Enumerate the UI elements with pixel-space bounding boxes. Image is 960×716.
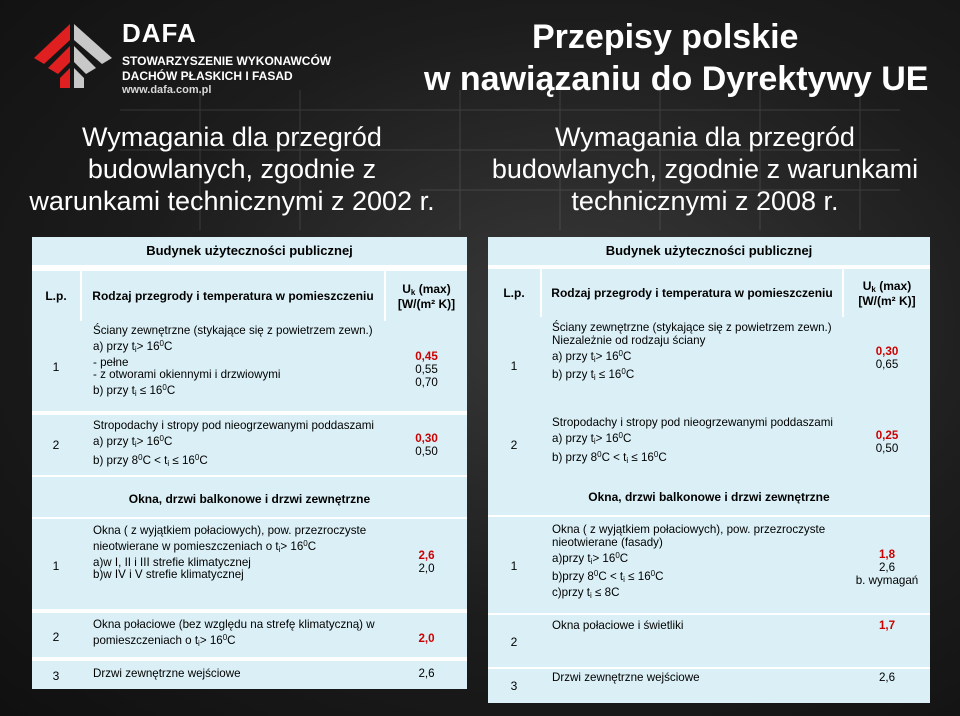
row-line: nieotwierane (fasady) (552, 535, 663, 549)
text-part: C (623, 431, 632, 445)
row-text: Drzwi zewnętrzne wejściowe (552, 671, 700, 684)
degree: 0 (222, 632, 228, 642)
text-part: C < t (142, 453, 168, 467)
logo-subtitle-line1: STOWARZYSZENIE WYKONAWCÓW (122, 54, 332, 68)
value: 0,50 (875, 441, 899, 455)
value: 0,55 (415, 362, 438, 376)
row-number: 2 (52, 438, 60, 452)
header-u-max (386, 271, 467, 321)
text-part: c)przy t (552, 586, 591, 600)
row-values (844, 549, 930, 587)
u-sub: k (410, 287, 416, 297)
header-type: Rodzaj przegrody i temperatura w pomieszczeniu (82, 271, 384, 321)
row-value: 1,7 (878, 619, 896, 632)
row-line (93, 632, 375, 651)
degree: 0 (650, 569, 656, 579)
dafa-logo-mark-icon (30, 18, 116, 92)
value: 0,25 (875, 429, 899, 442)
degree: 0 (593, 569, 599, 579)
value: 2,0 (418, 561, 435, 575)
row-line: - pełne (93, 355, 129, 369)
row-line (552, 366, 832, 385)
row-line (552, 550, 825, 569)
text-part: > 16 (595, 431, 619, 445)
text-part: b) przy t (552, 368, 594, 382)
row-line (93, 538, 366, 557)
subscript: i (593, 436, 596, 446)
degree: 0 (615, 550, 620, 560)
value: 0,30 (875, 345, 899, 358)
degree: 0 (138, 452, 143, 462)
header-u-max (844, 269, 930, 317)
text-part: C (166, 384, 176, 398)
row-text (552, 322, 832, 385)
left-subtitle (20, 121, 444, 217)
degree: 0 (162, 383, 167, 393)
left-subtitle-line3: warunkami technicznymi z 2002 r. (29, 186, 435, 216)
text-part: ≤ 8C (595, 586, 620, 600)
row-text (93, 525, 366, 582)
subscript: i (590, 591, 592, 601)
row-value: 2,6 (418, 667, 435, 680)
row-line (552, 568, 825, 587)
right-subtitle (480, 121, 930, 217)
row-values (386, 433, 467, 459)
header-lp: L.p. (32, 271, 80, 321)
text-part: > 16 (280, 539, 304, 553)
u-max: (max) (418, 281, 451, 296)
row-line (552, 430, 833, 449)
text-part: a)przy t (552, 551, 591, 565)
value: 2,6 (878, 560, 896, 574)
row-line (93, 452, 374, 471)
row-value: 2,0 (418, 632, 435, 645)
building-type-header: Budynek użyteczności publicznej (32, 237, 467, 265)
subscript: i (198, 638, 200, 648)
row-number: 1 (510, 359, 518, 373)
degree: 0 (597, 449, 602, 459)
row-line (93, 382, 373, 401)
text-part: ≤ 16 (172, 453, 195, 467)
text-part: > 16 (136, 339, 160, 353)
row-number: 2 (510, 438, 518, 452)
text-part: b)przy 8 (552, 570, 594, 584)
text-part: a) przy t (552, 431, 594, 445)
degree: 0 (618, 430, 623, 440)
right-subtitle-line2: budowlanych, zgodnie z warunkami (491, 154, 919, 184)
left-subtitle-line1: Wymagania dla przegród (82, 122, 382, 152)
text-part: > 16 (592, 551, 616, 565)
text-part: C (164, 339, 173, 353)
logo-subtitle-line2: DACHÓW PŁASKICH I FASAD (122, 69, 293, 83)
text-part: a) przy t (552, 349, 594, 363)
section-title: Okna, drzwi balkonowe i drzwi zewnętrzne (128, 492, 371, 506)
u-max: (max) (879, 278, 912, 293)
subscript: i (134, 344, 137, 354)
value: 0,65 (875, 357, 899, 371)
text-part: C < t (598, 570, 624, 584)
row-line: - z otworami okiennymi i drzwiowymi (93, 368, 281, 382)
row-values (386, 550, 467, 576)
text-part: C (199, 453, 208, 467)
row-line: Ściany zewnętrzne (stykające się z powietrzem zewn.) (93, 324, 373, 337)
degree: 0 (621, 367, 626, 377)
text-part: a) przy t (93, 434, 135, 448)
text-part: C (164, 434, 173, 448)
page-title-line2: w nawiązaniu do Dyrektywy UE (424, 60, 929, 98)
row-value: 2,6 (878, 671, 896, 684)
section-title: Okna, drzwi balkonowe i drzwi zewnętrzne (588, 490, 830, 504)
text-part: C < t (601, 450, 627, 464)
row-line (552, 348, 832, 367)
row-line (552, 587, 825, 603)
subscript: i (593, 373, 596, 383)
table-2008 (488, 237, 930, 703)
value: 0,70 (415, 375, 438, 389)
text-part: > 16 (199, 633, 223, 647)
degree: 0 (159, 338, 164, 348)
value: 2,6 (418, 549, 435, 562)
row-line: a)w I, II i III strefie klimatycznej (93, 555, 251, 569)
degree: 0 (194, 452, 200, 462)
row-text: Okna połaciowe i świetliki (552, 619, 684, 632)
row-line: Stropodachy i stropy pod nieogrzewanymi poddaszami (93, 419, 374, 432)
text-part: C (625, 368, 635, 382)
value: 1,8 (878, 548, 896, 561)
degree: 0 (159, 433, 164, 443)
row-number: 2 (510, 635, 518, 649)
u-sub: k (871, 284, 876, 294)
header-type: Rodzaj przegrody i temperatura w pomieszczeniu (542, 269, 842, 317)
right-subtitle-line1: Wymagania dla przegród (555, 122, 855, 152)
text-part: C (307, 539, 317, 553)
u-unit: [W/(m² K)] (858, 293, 916, 308)
table-2002 (32, 237, 467, 689)
row-values (844, 430, 930, 456)
text-part: C (227, 633, 236, 647)
u-unit: [W/(m² K)] (397, 296, 456, 311)
row-text (552, 524, 825, 603)
row-values (386, 351, 467, 389)
row-text (93, 420, 374, 470)
row-number: 2 (52, 630, 60, 644)
text-part: ≤ 16 (628, 570, 651, 584)
subscript: i (134, 389, 137, 399)
row-line: b)w IV i V strefie klimatycznej (93, 568, 244, 582)
text-part: b) przy 8 (93, 453, 139, 467)
degree: 0 (618, 348, 623, 358)
degree: 0 (653, 449, 659, 459)
row-text (93, 325, 373, 401)
row-line (93, 338, 373, 357)
text-part: ≤ 16 (598, 368, 622, 382)
text-part: C (623, 349, 632, 363)
subscript: i (134, 439, 137, 449)
header-lp: L.p. (488, 269, 540, 317)
value: 0,50 (415, 444, 438, 458)
dafa-logo (30, 16, 332, 96)
text-part: > 16 (595, 349, 619, 363)
row-line: Stropodachy i stropy pod nieogrzewanymi poddaszami (552, 416, 833, 429)
value: 0,30 (415, 432, 438, 445)
subscript: i (167, 458, 170, 468)
text-part: nieotwierane w pomieszczeniach o t (93, 539, 279, 553)
row-number: 1 (52, 360, 60, 374)
subscript: i (623, 575, 625, 585)
value: b. wymagań (855, 573, 919, 587)
row-text: Drzwi zewnętrzne wejściowe (93, 667, 241, 680)
text-part: ≤ 16 (631, 450, 654, 464)
row-text (93, 619, 375, 651)
text-part: b) przy t (93, 384, 135, 398)
text-part: ≤ 16 (139, 384, 163, 398)
row-line (93, 433, 374, 452)
u-label: U (862, 278, 872, 293)
building-type-header: Budynek użyteczności publicznej (488, 237, 930, 265)
row-line: Okna ( z wyjątkiem połaciowych), pow. przezroczyste (93, 524, 367, 537)
text-part: b) przy 8 (552, 450, 598, 464)
logo-name: DAFA (122, 18, 197, 48)
row-line: Niezależnie od rodzaju ściany (552, 333, 706, 347)
subscript: i (593, 354, 596, 364)
logo-url: www.dafa.com.pl (122, 84, 212, 96)
value: 0,45 (415, 350, 438, 363)
u-label: U (402, 281, 411, 296)
row-values (844, 346, 930, 372)
text-part: C (619, 551, 629, 565)
text-part: a) przy t (93, 339, 135, 353)
page-title-line1: Przepisy polskie (532, 18, 799, 56)
right-subtitle-line3: technicznymi z 2008 r. (571, 186, 839, 216)
row-text (552, 417, 833, 467)
degree: 0 (303, 538, 308, 548)
text-part: pomieszczeniach o t (93, 633, 199, 647)
row-number: 1 (510, 559, 518, 573)
row-number: 1 (52, 559, 60, 573)
row-line: Okna połaciowe (bez względu na strefę klimatyczną) w (93, 618, 375, 631)
subscript: i (278, 544, 281, 554)
subscript: i (626, 455, 629, 465)
left-subtitle-line2: budowlanych, zgodnie z (87, 154, 377, 184)
row-number: 3 (510, 679, 518, 693)
text-part: C (658, 450, 667, 464)
row-number: 3 (52, 669, 60, 683)
text-part: C (655, 570, 664, 584)
row-line: Ściany zewnętrzne (stykające się z powietrzem zewn.) (552, 321, 832, 334)
subscript: i (590, 556, 593, 566)
text-part: > 16 (136, 434, 160, 448)
row-line (552, 449, 833, 468)
row-line: Okna ( z wyjątkiem połaciowych), pow. przezroczyste (552, 523, 826, 536)
